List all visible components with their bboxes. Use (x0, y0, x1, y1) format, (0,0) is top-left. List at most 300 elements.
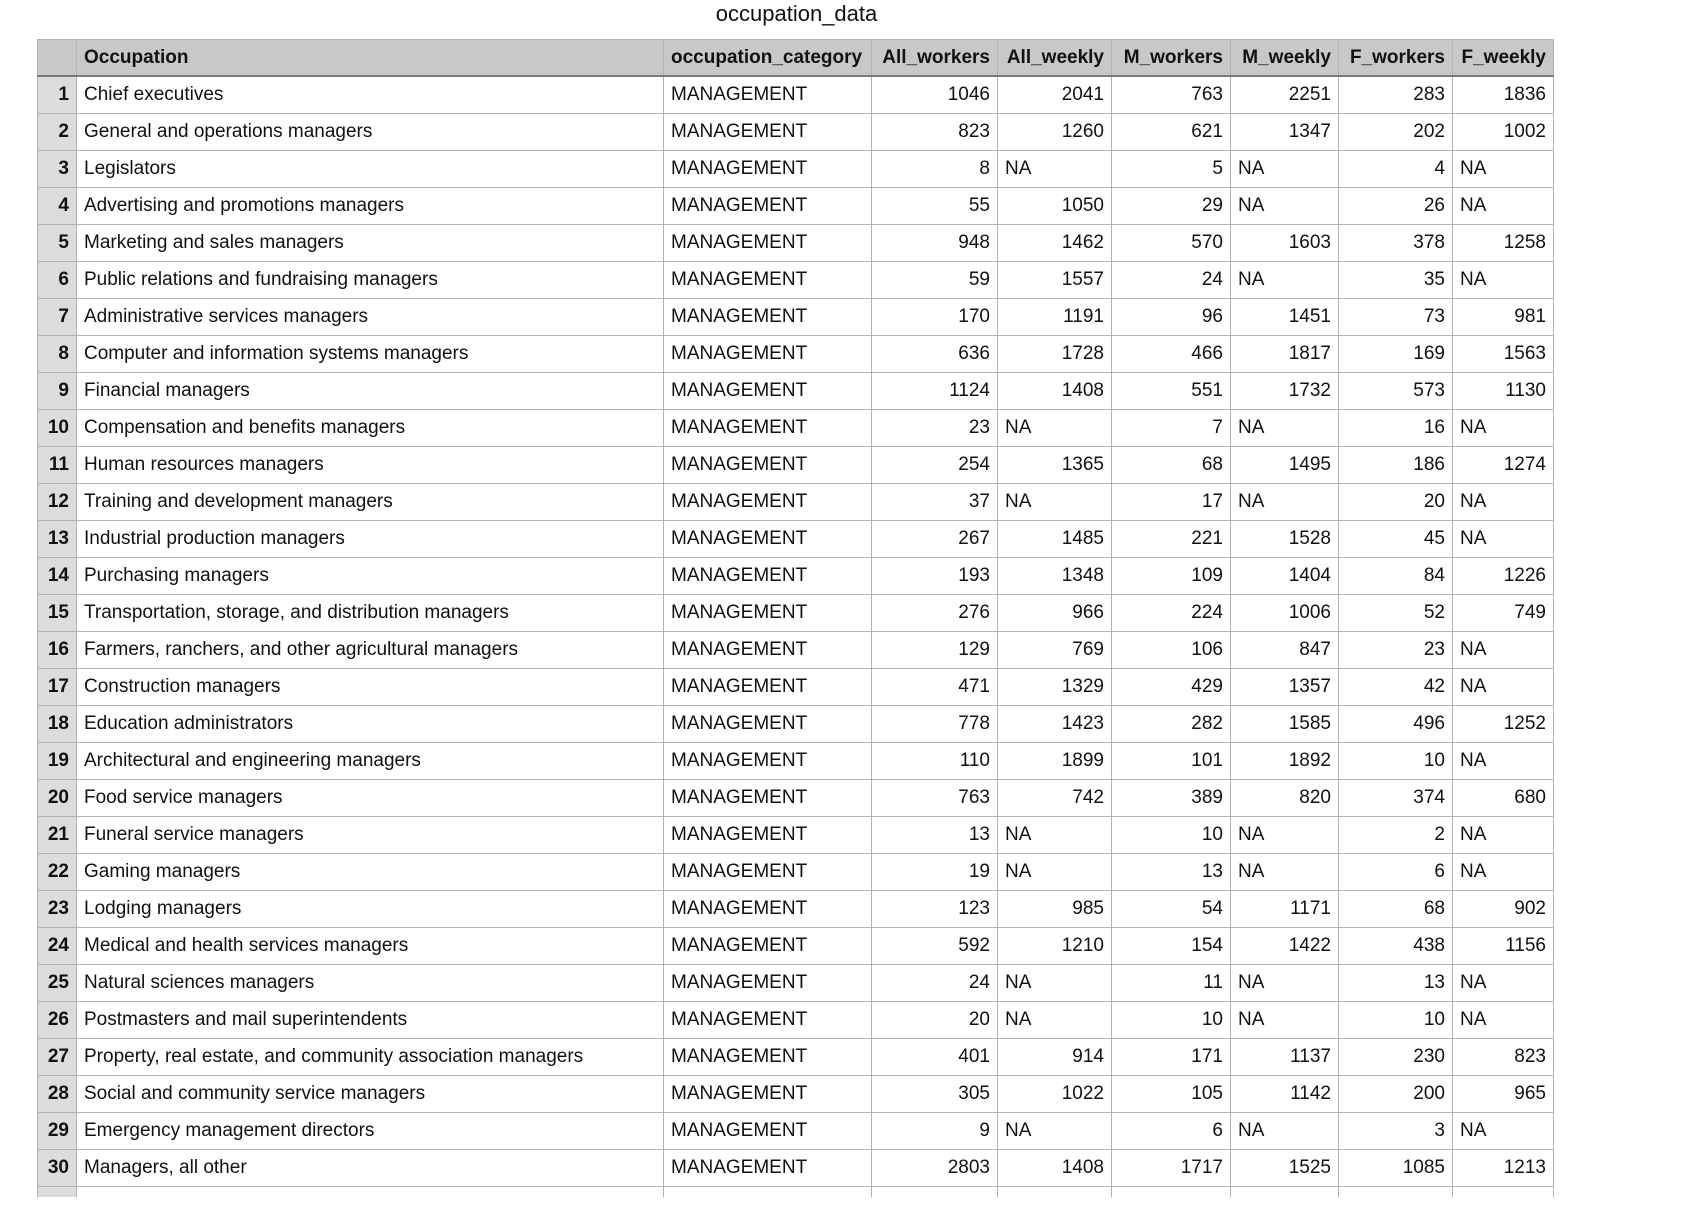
cell-occupation[interactable]: Construction managers (77, 669, 664, 706)
table-row[interactable] (38, 336, 1554, 373)
cell-f-workers[interactable]: 6 (1339, 854, 1453, 891)
cell-f-workers[interactable]: 230 (1339, 1039, 1453, 1076)
table-row[interactable] (38, 299, 1554, 336)
cell-f-weekly[interactable]: NA (1453, 484, 1554, 521)
cell-m-workers[interactable]: 7 (1112, 410, 1231, 447)
cell-m-weekly[interactable]: 1732 (1231, 373, 1339, 410)
row-number[interactable]: 15 (38, 595, 77, 632)
cell-category[interactable]: MANAGEMENT (664, 928, 872, 965)
cell-all-weekly[interactable]: NA (998, 1002, 1112, 1039)
cell-f-workers[interactable]: 42 (1339, 669, 1453, 706)
cell-all-weekly[interactable]: 1348 (998, 558, 1112, 595)
cell-occupation[interactable]: Property, real estate, and community association managers (77, 1039, 664, 1076)
cell-all-workers[interactable]: 1124 (872, 373, 998, 410)
cell-category[interactable]: MANAGEMENT (664, 262, 872, 299)
table-row[interactable] (38, 669, 1554, 706)
row-number[interactable]: 27 (38, 1039, 77, 1076)
cell-f-workers[interactable]: 283 (1339, 76, 1453, 114)
cell-category[interactable]: MANAGEMENT (664, 891, 872, 928)
cell-f-workers[interactable]: 438 (1339, 928, 1453, 965)
cell-m-weekly[interactable]: 1585 (1231, 706, 1339, 743)
cell-all-workers[interactable]: 193 (872, 558, 998, 595)
cell-f-weekly[interactable]: 1130 (1453, 373, 1554, 410)
cell-occupation[interactable]: Training and development managers (77, 484, 664, 521)
column-header-occupation[interactable]: Occupation (77, 40, 664, 77)
table-row[interactable] (38, 558, 1554, 595)
table-row[interactable] (38, 928, 1554, 965)
cell-all-workers[interactable]: 823 (872, 114, 998, 151)
cell-category[interactable]: MANAGEMENT (664, 225, 872, 262)
cell-occupation[interactable]: Farmers, ranchers, and other agricultural managers (77, 632, 664, 669)
cell-m-workers[interactable]: 389 (1112, 780, 1231, 817)
cell-occupation[interactable]: Chief executives (77, 76, 664, 114)
table-row[interactable] (38, 262, 1554, 299)
cell-f-weekly[interactable]: 981 (1453, 299, 1554, 336)
cell-category[interactable]: MANAGEMENT (664, 595, 872, 632)
cell-all-workers[interactable]: 13 (872, 817, 998, 854)
cell-f-weekly[interactable]: NA (1453, 410, 1554, 447)
cell-all-weekly[interactable]: NA (998, 854, 1112, 891)
row-number[interactable]: 14 (38, 558, 77, 595)
table-row[interactable] (38, 595, 1554, 632)
cell-category[interactable]: MANAGEMENT (664, 669, 872, 706)
row-number[interactable]: 18 (38, 706, 77, 743)
cell-f-workers[interactable]: 496 (1339, 706, 1453, 743)
cell-category[interactable]: MANAGEMENT (664, 447, 872, 484)
cell-m-workers[interactable]: 105 (1112, 1076, 1231, 1113)
table-row[interactable] (38, 410, 1554, 447)
cell-all-workers[interactable]: 267 (872, 521, 998, 558)
cell-all-weekly[interactable]: 1408 (998, 373, 1112, 410)
cell-all-weekly[interactable]: 1462 (998, 225, 1112, 262)
table-row[interactable] (38, 1076, 1554, 1113)
row-number[interactable]: 20 (38, 780, 77, 817)
cell-category[interactable]: MANAGEMENT (664, 780, 872, 817)
cell-m-weekly[interactable]: 1817 (1231, 336, 1339, 373)
column-header-all-workers[interactable]: All_workers (872, 40, 998, 77)
cell-occupation[interactable]: Lodging managers (77, 891, 664, 928)
cell-m-workers[interactable]: 1717 (1112, 1150, 1231, 1187)
cell-category[interactable]: MANAGEMENT (664, 188, 872, 225)
cell-f-weekly[interactable]: NA (1453, 151, 1554, 188)
cell-m-workers[interactable]: 17 (1112, 484, 1231, 521)
table-row[interactable] (38, 965, 1554, 1002)
cell-f-workers[interactable]: 10 (1339, 743, 1453, 780)
cell-category[interactable]: MANAGEMENT (664, 373, 872, 410)
cell-f-weekly[interactable]: 1274 (1453, 447, 1554, 484)
cell-category[interactable]: MANAGEMENT (664, 817, 872, 854)
cell-occupation[interactable]: Medical and health services managers (77, 928, 664, 965)
row-number[interactable]: 25 (38, 965, 77, 1002)
cell-all-weekly[interactable]: 769 (998, 632, 1112, 669)
row-number[interactable]: 24 (38, 928, 77, 965)
cell-occupation[interactable]: Industrial production managers (77, 521, 664, 558)
cell-m-weekly[interactable]: NA (1231, 965, 1339, 1002)
cell-f-workers[interactable]: 73 (1339, 299, 1453, 336)
cell-occupation[interactable]: Managers, all other (77, 1150, 664, 1187)
cell-category[interactable]: MANAGEMENT (664, 114, 872, 151)
cell-f-workers[interactable]: 35 (1339, 262, 1453, 299)
column-header-m-workers[interactable]: M_workers (1112, 40, 1231, 77)
cell-f-workers[interactable]: 4 (1339, 151, 1453, 188)
cell-all-workers[interactable]: 55 (872, 188, 998, 225)
cell-all-workers[interactable]: 778 (872, 706, 998, 743)
cell-all-weekly[interactable]: 1365 (998, 447, 1112, 484)
cell-f-weekly[interactable]: 823 (1453, 1039, 1554, 1076)
cell-occupation[interactable]: Food service managers (77, 780, 664, 817)
row-number[interactable]: 19 (38, 743, 77, 780)
column-header-all-weekly[interactable]: All_weekly (998, 40, 1112, 77)
cell-m-weekly[interactable]: 1171 (1231, 891, 1339, 928)
cell-f-weekly[interactable]: NA (1453, 743, 1554, 780)
cell-m-workers[interactable]: 101 (1112, 743, 1231, 780)
cell-m-workers[interactable]: 466 (1112, 336, 1231, 373)
table-row[interactable] (38, 817, 1554, 854)
cell-m-weekly[interactable]: NA (1231, 484, 1339, 521)
cell-f-workers[interactable]: 378 (1339, 225, 1453, 262)
row-number[interactable]: 2 (38, 114, 77, 151)
cell-f-workers[interactable]: 68 (1339, 891, 1453, 928)
cell-f-weekly[interactable]: 902 (1453, 891, 1554, 928)
cell-m-workers[interactable]: 282 (1112, 706, 1231, 743)
cell-f-workers[interactable]: 52 (1339, 595, 1453, 632)
cell-f-weekly[interactable]: NA (1453, 521, 1554, 558)
cell-all-weekly[interactable]: 1210 (998, 928, 1112, 965)
cell-m-weekly[interactable]: NA (1231, 410, 1339, 447)
table-row[interactable] (38, 706, 1554, 743)
cell-f-weekly[interactable]: 1156 (1453, 928, 1554, 965)
cell-f-weekly[interactable]: NA (1453, 1113, 1554, 1150)
cell-occupation[interactable]: Natural sciences managers (77, 965, 664, 1002)
cell-m-weekly[interactable]: 1525 (1231, 1150, 1339, 1187)
cell-f-workers[interactable]: 186 (1339, 447, 1453, 484)
cell-f-weekly[interactable]: NA (1453, 817, 1554, 854)
cell-all-weekly[interactable]: NA (998, 484, 1112, 521)
cell-category[interactable]: MANAGEMENT (664, 558, 872, 595)
cell-f-weekly[interactable]: 965 (1453, 1076, 1554, 1113)
table-row[interactable] (38, 484, 1554, 521)
cell-f-workers[interactable]: 26 (1339, 188, 1453, 225)
row-number[interactable]: 17 (38, 669, 77, 706)
row-number[interactable]: 28 (38, 1076, 77, 1113)
row-number[interactable]: 26 (38, 1002, 77, 1039)
cell-all-workers[interactable]: 1046 (872, 76, 998, 114)
cell-all-weekly[interactable]: NA (998, 817, 1112, 854)
cell-f-weekly[interactable]: NA (1453, 188, 1554, 225)
cell-m-weekly[interactable]: NA (1231, 1002, 1339, 1039)
cell-category[interactable]: MANAGEMENT (664, 76, 872, 114)
cell-all-workers[interactable]: 948 (872, 225, 998, 262)
cell-m-weekly[interactable]: NA (1231, 262, 1339, 299)
cell-occupation[interactable]: Social and community service managers (77, 1076, 664, 1113)
cell-all-weekly[interactable]: 1329 (998, 669, 1112, 706)
cell-f-workers[interactable]: 374 (1339, 780, 1453, 817)
cell-occupation[interactable]: Funeral service managers (77, 817, 664, 854)
row-number[interactable]: 1 (38, 76, 77, 114)
cell-all-workers[interactable]: 20 (872, 1002, 998, 1039)
cell-all-workers[interactable]: 37 (872, 484, 998, 521)
cell-m-weekly[interactable]: 2251 (1231, 76, 1339, 114)
cell-m-weekly[interactable]: 1451 (1231, 299, 1339, 336)
cell-occupation[interactable]: Legislators (77, 151, 664, 188)
cell-all-weekly[interactable]: 1728 (998, 336, 1112, 373)
table-row[interactable] (38, 225, 1554, 262)
corner-cell[interactable] (38, 40, 77, 77)
cell-m-weekly[interactable]: 1603 (1231, 225, 1339, 262)
cell-occupation[interactable]: Purchasing managers (77, 558, 664, 595)
row-number[interactable]: 3 (38, 151, 77, 188)
cell-f-weekly[interactable]: NA (1453, 632, 1554, 669)
row-number[interactable]: 29 (38, 1113, 77, 1150)
cell-all-weekly[interactable]: NA (998, 151, 1112, 188)
cell-occupation[interactable]: Marketing and sales managers (77, 225, 664, 262)
cell-m-weekly[interactable]: 1404 (1231, 558, 1339, 595)
cell-all-workers[interactable]: 636 (872, 336, 998, 373)
table-row[interactable] (38, 114, 1554, 151)
cell-f-weekly[interactable]: NA (1453, 262, 1554, 299)
cell-f-workers[interactable]: 573 (1339, 373, 1453, 410)
cell-all-workers[interactable]: 23 (872, 410, 998, 447)
cell-category[interactable]: MANAGEMENT (664, 336, 872, 373)
cell-f-weekly[interactable]: NA (1453, 965, 1554, 1002)
cell-all-weekly[interactable]: NA (998, 410, 1112, 447)
cell-category[interactable]: MANAGEMENT (664, 854, 872, 891)
cell-all-workers[interactable]: 2803 (872, 1150, 998, 1187)
cell-occupation[interactable]: Computer and information systems managers (77, 336, 664, 373)
cell-all-workers[interactable]: 401 (872, 1039, 998, 1076)
cell-m-workers[interactable]: 54 (1112, 891, 1231, 928)
table-row[interactable] (38, 521, 1554, 558)
cell-f-weekly[interactable]: 1213 (1453, 1150, 1554, 1187)
cell-all-workers[interactable]: 170 (872, 299, 998, 336)
cell-all-weekly[interactable]: NA (998, 1113, 1112, 1150)
cell-occupation[interactable]: Public relations and fundraising managers (77, 262, 664, 299)
cell-category[interactable]: MANAGEMENT (664, 1076, 872, 1113)
cell-f-workers[interactable]: 3 (1339, 1113, 1453, 1150)
cell-category[interactable]: MANAGEMENT (664, 151, 872, 188)
row-number[interactable]: 12 (38, 484, 77, 521)
cell-all-weekly[interactable]: 1423 (998, 706, 1112, 743)
cell-m-weekly[interactable]: 1495 (1231, 447, 1339, 484)
cell-f-weekly[interactable]: NA (1453, 669, 1554, 706)
cell-f-weekly[interactable]: 680 (1453, 780, 1554, 817)
cell-m-workers[interactable]: 171 (1112, 1039, 1231, 1076)
cell-m-weekly[interactable]: NA (1231, 854, 1339, 891)
table-row[interactable] (38, 151, 1554, 188)
cell-occupation[interactable]: General and operations managers (77, 114, 664, 151)
cell-f-workers[interactable]: 84 (1339, 558, 1453, 595)
cell-m-workers[interactable]: 570 (1112, 225, 1231, 262)
cell-all-workers[interactable]: 123 (872, 891, 998, 928)
row-number[interactable]: 11 (38, 447, 77, 484)
table-row[interactable] (38, 373, 1554, 410)
cell-m-weekly[interactable]: 1357 (1231, 669, 1339, 706)
cell-occupation[interactable]: Transportation, storage, and distribution managers (77, 595, 664, 632)
cell-f-weekly[interactable]: 1002 (1453, 114, 1554, 151)
cell-all-workers[interactable]: 8 (872, 151, 998, 188)
cell-m-workers[interactable]: 10 (1112, 817, 1231, 854)
cell-all-workers[interactable]: 254 (872, 447, 998, 484)
cell-m-workers[interactable]: 154 (1112, 928, 1231, 965)
table-row[interactable] (38, 1039, 1554, 1076)
cell-all-weekly[interactable]: 1022 (998, 1076, 1112, 1113)
row-number[interactable]: 7 (38, 299, 77, 336)
table-row[interactable] (38, 76, 1554, 114)
cell-m-weekly[interactable]: NA (1231, 151, 1339, 188)
cell-occupation[interactable]: Education administrators (77, 706, 664, 743)
row-number[interactable]: 30 (38, 1150, 77, 1187)
cell-f-weekly[interactable]: 749 (1453, 595, 1554, 632)
cell-m-workers[interactable]: 24 (1112, 262, 1231, 299)
cell-all-weekly[interactable]: 1050 (998, 188, 1112, 225)
cell-all-workers[interactable]: 276 (872, 595, 998, 632)
table-row[interactable] (38, 854, 1554, 891)
cell-m-weekly[interactable]: NA (1231, 188, 1339, 225)
cell-occupation[interactable]: Human resources managers (77, 447, 664, 484)
cell-all-weekly[interactable]: 1191 (998, 299, 1112, 336)
row-number[interactable]: 9 (38, 373, 77, 410)
table-row[interactable] (38, 1150, 1554, 1187)
cell-all-workers[interactable]: 24 (872, 965, 998, 1002)
cell-all-weekly[interactable]: NA (998, 965, 1112, 1002)
cell-f-workers[interactable]: 1085 (1339, 1150, 1453, 1187)
row-number[interactable]: 22 (38, 854, 77, 891)
cell-occupation[interactable]: Compensation and benefits managers (77, 410, 664, 447)
cell-f-weekly[interactable]: 1563 (1453, 336, 1554, 373)
cell-occupation[interactable]: Emergency management directors (77, 1113, 664, 1150)
cell-m-workers[interactable]: 13 (1112, 854, 1231, 891)
cell-f-weekly[interactable]: NA (1453, 1002, 1554, 1039)
cell-category[interactable]: MANAGEMENT (664, 1150, 872, 1187)
cell-all-workers[interactable]: 592 (872, 928, 998, 965)
cell-category[interactable]: MANAGEMENT (664, 1002, 872, 1039)
cell-category[interactable]: MANAGEMENT (664, 1039, 872, 1076)
cell-f-weekly[interactable]: NA (1453, 854, 1554, 891)
cell-occupation[interactable]: Advertising and promotions managers (77, 188, 664, 225)
cell-m-workers[interactable]: 106 (1112, 632, 1231, 669)
cell-f-workers[interactable]: 10 (1339, 1002, 1453, 1039)
cell-f-workers[interactable]: 20 (1339, 484, 1453, 521)
cell-category[interactable]: MANAGEMENT (664, 965, 872, 1002)
cell-occupation[interactable]: Administrative services managers (77, 299, 664, 336)
cell-m-weekly[interactable]: 1528 (1231, 521, 1339, 558)
cell-all-weekly[interactable]: 966 (998, 595, 1112, 632)
row-number[interactable]: 5 (38, 225, 77, 262)
cell-m-weekly[interactable]: 1006 (1231, 595, 1339, 632)
cell-m-weekly[interactable]: 820 (1231, 780, 1339, 817)
cell-f-weekly[interactable]: 1226 (1453, 558, 1554, 595)
row-number[interactable]: 6 (38, 262, 77, 299)
cell-m-weekly[interactable]: 1422 (1231, 928, 1339, 965)
cell-all-workers[interactable]: 9 (872, 1113, 998, 1150)
cell-category[interactable]: MANAGEMENT (664, 484, 872, 521)
cell-all-workers[interactable]: 471 (872, 669, 998, 706)
cell-all-workers[interactable]: 129 (872, 632, 998, 669)
row-number[interactable]: 13 (38, 521, 77, 558)
cell-f-workers[interactable]: 16 (1339, 410, 1453, 447)
table-row[interactable] (38, 188, 1554, 225)
column-header-m-weekly[interactable]: M_weekly (1231, 40, 1339, 77)
cell-m-workers[interactable]: 6 (1112, 1113, 1231, 1150)
cell-all-workers[interactable]: 110 (872, 743, 998, 780)
cell-all-weekly[interactable]: 1260 (998, 114, 1112, 151)
row-number[interactable]: 23 (38, 891, 77, 928)
cell-f-workers[interactable]: 169 (1339, 336, 1453, 373)
cell-m-workers[interactable]: 29 (1112, 188, 1231, 225)
cell-m-workers[interactable]: 621 (1112, 114, 1231, 151)
cell-m-weekly[interactable]: 1137 (1231, 1039, 1339, 1076)
cell-f-workers[interactable]: 13 (1339, 965, 1453, 1002)
cell-all-workers[interactable]: 59 (872, 262, 998, 299)
cell-all-workers[interactable]: 305 (872, 1076, 998, 1113)
cell-m-workers[interactable]: 429 (1112, 669, 1231, 706)
cell-f-weekly[interactable]: 1836 (1453, 76, 1554, 114)
row-number[interactable]: 8 (38, 336, 77, 373)
cell-all-weekly[interactable]: 1408 (998, 1150, 1112, 1187)
cell-occupation[interactable]: Postmasters and mail superintendents (77, 1002, 664, 1039)
table-row[interactable] (38, 632, 1554, 669)
cell-all-workers[interactable]: 19 (872, 854, 998, 891)
cell-m-workers[interactable]: 11 (1112, 965, 1231, 1002)
cell-f-workers[interactable]: 200 (1339, 1076, 1453, 1113)
cell-m-weekly[interactable]: NA (1231, 1113, 1339, 1150)
row-number[interactable]: 10 (38, 410, 77, 447)
cell-category[interactable]: MANAGEMENT (664, 706, 872, 743)
cell-f-weekly[interactable]: 1252 (1453, 706, 1554, 743)
cell-f-workers[interactable]: 2 (1339, 817, 1453, 854)
cell-all-weekly[interactable]: 742 (998, 780, 1112, 817)
cell-m-workers[interactable]: 96 (1112, 299, 1231, 336)
cell-m-workers[interactable]: 10 (1112, 1002, 1231, 1039)
cell-m-workers[interactable]: 763 (1112, 76, 1231, 114)
cell-m-workers[interactable]: 224 (1112, 595, 1231, 632)
cell-f-workers[interactable]: 202 (1339, 114, 1453, 151)
row-number[interactable]: 4 (38, 188, 77, 225)
cell-category[interactable]: MANAGEMENT (664, 743, 872, 780)
cell-category[interactable]: MANAGEMENT (664, 632, 872, 669)
cell-m-workers[interactable]: 221 (1112, 521, 1231, 558)
table-row[interactable] (38, 780, 1554, 817)
cell-all-weekly[interactable]: 1485 (998, 521, 1112, 558)
table-row[interactable] (38, 1113, 1554, 1150)
cell-all-weekly[interactable]: 2041 (998, 76, 1112, 114)
cell-category[interactable]: MANAGEMENT (664, 410, 872, 447)
row-number[interactable]: 21 (38, 817, 77, 854)
cell-all-workers[interactable]: 763 (872, 780, 998, 817)
cell-m-weekly[interactable]: 1142 (1231, 1076, 1339, 1113)
cell-category[interactable]: MANAGEMENT (664, 1113, 872, 1150)
cell-category[interactable]: MANAGEMENT (664, 299, 872, 336)
column-header-f-workers[interactable]: F_workers (1339, 40, 1453, 77)
cell-m-weekly[interactable]: 847 (1231, 632, 1339, 669)
table-row[interactable] (38, 1002, 1554, 1039)
cell-f-weekly[interactable]: 1258 (1453, 225, 1554, 262)
column-header-occupation-category[interactable]: occupation_category (664, 40, 872, 77)
cell-m-workers[interactable]: 551 (1112, 373, 1231, 410)
cell-f-workers[interactable]: 45 (1339, 521, 1453, 558)
cell-all-weekly[interactable]: 985 (998, 891, 1112, 928)
cell-all-weekly[interactable]: 1899 (998, 743, 1112, 780)
cell-occupation[interactable]: Gaming managers (77, 854, 664, 891)
cell-m-weekly[interactable]: NA (1231, 817, 1339, 854)
cell-f-workers[interactable]: 23 (1339, 632, 1453, 669)
cell-m-workers[interactable]: 5 (1112, 151, 1231, 188)
cell-m-workers[interactable]: 68 (1112, 447, 1231, 484)
table-row[interactable] (38, 447, 1554, 484)
table-row[interactable] (38, 743, 1554, 780)
cell-all-weekly[interactable]: 1557 (998, 262, 1112, 299)
cell-m-weekly[interactable]: 1347 (1231, 114, 1339, 151)
